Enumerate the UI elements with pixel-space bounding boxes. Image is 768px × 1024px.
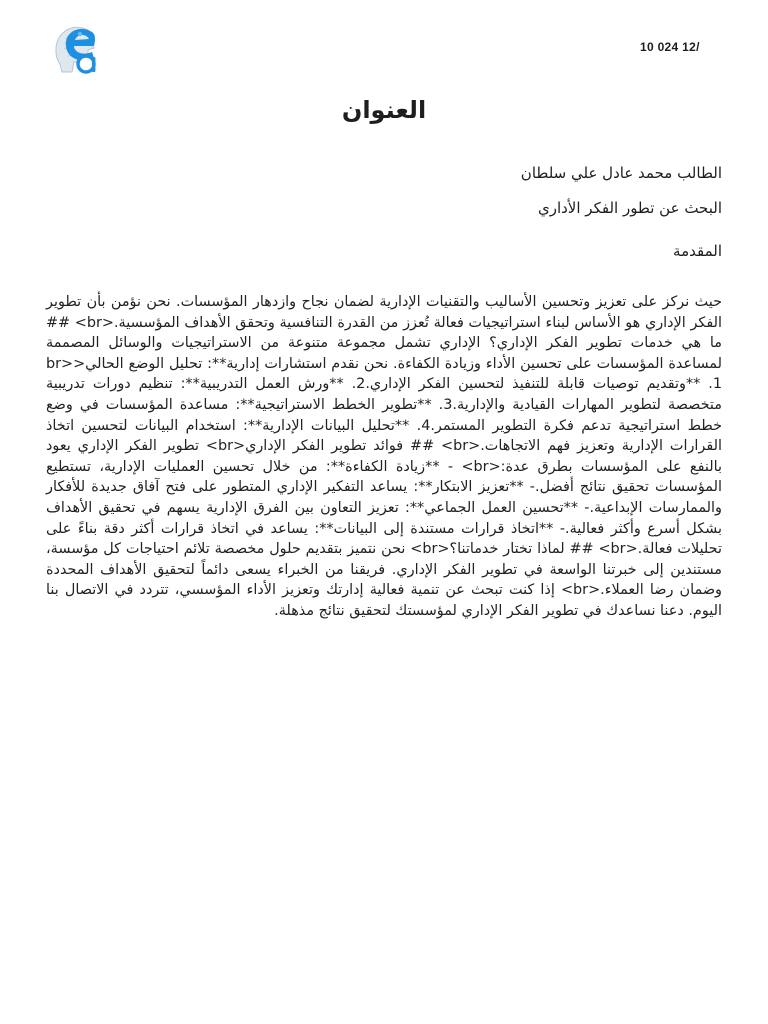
body-paragraph: حيث نركز على تعزيز وتحسين الأساليب والتقنيات الإدارية لضمان نجاح وازدهار المؤسسات. نحن نؤمن بأن تطوير الفكر الإداري هو الأساس لبناء استراتيجيات فعالة تُعزز من القدرة التنافسية وتحقق الأهداف المؤسسية.<br> ## ما هي خدمات تطوير الفكر الإداري؟ الإداري تشمل مجموعة متنوعة من الاستراتيجيات والوسائل المصممة لمساعدة المؤسسات على تحسين الأداء وزيادة الكفاءة. نحن نقدم استشارات إدارية**: تحليل الوضع الحالي<br> .1 **وتقديم توصيات قابلة للتنفيذ لتحسين الفكر الإداري.2. **ورش العمل التدريبية**: تنظيم دورات تدريبية متخصصة لتطوير المهارات القيادية والإدارية.3. **تطوير الخطط الاستراتيجية**: مساعدة المؤسسات في وضع خطط استراتيجية تدعم فكرة التطوير المستمر.4. **تحليل البيانات الإدارية**: استخدام البيانات لتحسين اتخاذ القرارات الإدارية وتعزيز فهم الاتجاهات.<br> ## فوائد تطوير الفكر الإداري<br> تطوير الفكر الإداري يعود بالنفع على المؤسسات بطرق عدة:<br> - **زيادة الكفاءة**: من خلال تحسين العمليات الإدارية، تستطيع المؤسسات تحقيق نتائج أفضل.- **تعزيز الابتكار**: يساعد التفكير الإداري المتطور على فتح آفاق جديدة للأفكار والممارسات الإبداعية.- **تحسين العمل الجماعي**: تعزيز التعاون بين الفرق الإدارية يسهم في تحقيق الأهداف بشكل أسرع وأكثر فعالية.- **اتخاذ قرارات مستندة إلى البيانات**: يساعد في اتخاذ قرارات أكثر دقة بناءً على تحليلات فعالة.<br> ## لماذا تختار خدماتنا؟<br> نحن نتميز بتقديم حلول مخصصة تلائم احتياجات كل مؤسسة، مستندين إلى خبرتنا الواسعة في تطوير الفكر الإداري. فريقنا من الخبراء يسعى دائماً لتحقيق الأهداف المحددة وضمان رضا العملاء.<br> إذا كنت تبحث عن تنمية فعالية إدارتك وتعزيز الأداء المؤسسي، تتردد في الاتصال بنا اليوم. دعنا نساعدك في تطوير الفكر الإداري لمؤسستك لتحقيق نتائج مذهلة.: [46, 294, 722, 619]
student-name: الطالب محمد عادل علي سلطان: [520, 164, 722, 182]
research-subject: البحث عن تطور الفكر الأداري: [537, 199, 722, 217]
introduction-heading: المقدمة: [673, 242, 722, 260]
logo-icon: [50, 18, 108, 78]
document-date: 10 024 12/: [640, 40, 700, 54]
document-title: العنوان: [341, 96, 427, 124]
